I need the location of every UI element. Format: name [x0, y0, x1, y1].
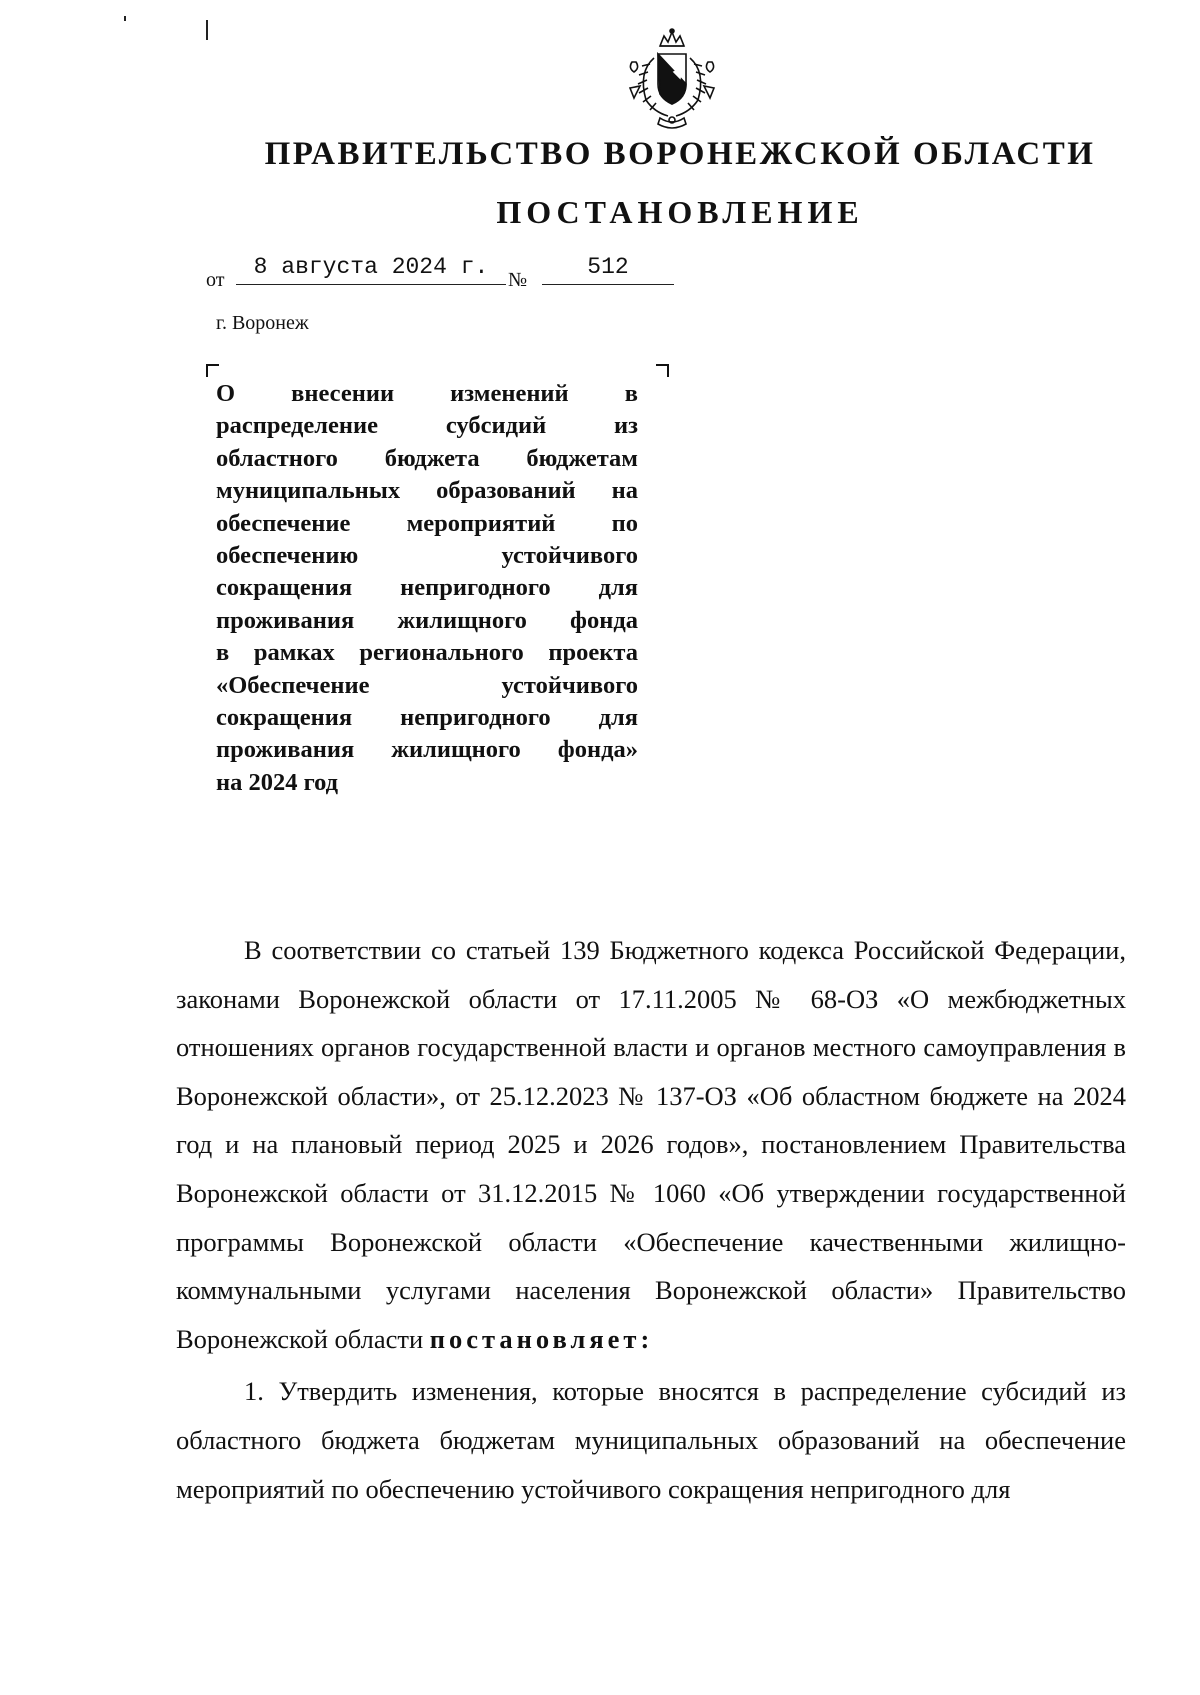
subject-line: распределение субсидий из	[216, 412, 638, 440]
document-type: ПОСТАНОВЛЕНИЕ	[496, 194, 864, 230]
scan-artifact	[206, 20, 208, 40]
resolves-word: постановляет:	[429, 1323, 654, 1354]
government-title: ПРАВИТЕЛЬСТВО ВОРОНЕЖСКОЙ ОБЛАСТИ	[264, 136, 1096, 172]
subject-line: муниципальных образований на	[216, 477, 638, 505]
document-body	[176, 926, 1126, 1513]
subject-line: проживания жилищного фонда	[216, 606, 638, 634]
date-prefix: от	[206, 269, 225, 291]
subject-line: обеспечению устойчивого	[216, 542, 638, 570]
corner-mark-top-left	[206, 364, 219, 377]
preamble-text: В соответствии со статьей 139 Бюджетного кодекса Российской Федерации, законами Воронежской области от 17.11.2005 № 68-ОЗ «О межбюджетных отношениях органов государственной власти и органов местного самоуправления в Воронежской области», от 25.12.2023 № 137-ОЗ «Об областном бюджете на 2024 год и на плановый период 2025 и 2026 годов», постановлением Правительства Воронежской области от 31.12.2015 № 1060 «Об утверждении государственной программы Воронежской области «Обеспечение качественными жилищно-коммунальными услугами населения Воронежской области» Правительство Воронежской области	[176, 935, 1126, 1354]
subject-line: сокращения непригодного для	[216, 574, 638, 602]
subject-line: в рамках регионального проекта	[216, 639, 638, 667]
subject-line: на 2024 год	[216, 768, 339, 796]
scan-artifact	[124, 16, 126, 21]
subject-line: О внесении изменений в	[216, 380, 638, 407]
document-number: 512	[542, 254, 674, 285]
preamble-paragraph	[176, 926, 1126, 1363]
corner-mark-top-right	[656, 364, 669, 377]
subject-line: обеспечение мероприятий по	[216, 509, 638, 537]
subject-line: областного бюджета бюджетам	[216, 444, 638, 472]
document-subject	[216, 378, 638, 799]
item-1-paragraph: 1. Утвердить изменения, которые вносятся в распределение субсидий из областного бюджета бюджетам муниципальных образований на обеспечение мероприятий по обеспечению устойчивого сокращения непригодного для	[176, 1376, 1126, 1504]
subject-line: «Обеспечение устойчивого	[216, 671, 638, 699]
city: г. Воронеж	[216, 312, 309, 334]
number-prefix: №	[508, 269, 528, 291]
subject-line: сокращения непригодного для	[216, 704, 638, 732]
document-date: 8 августа 2024 г.	[236, 254, 506, 285]
voronezh-coat-of-arms-icon	[624, 28, 720, 132]
subject-line: проживания жилищного фонда»	[216, 736, 638, 764]
